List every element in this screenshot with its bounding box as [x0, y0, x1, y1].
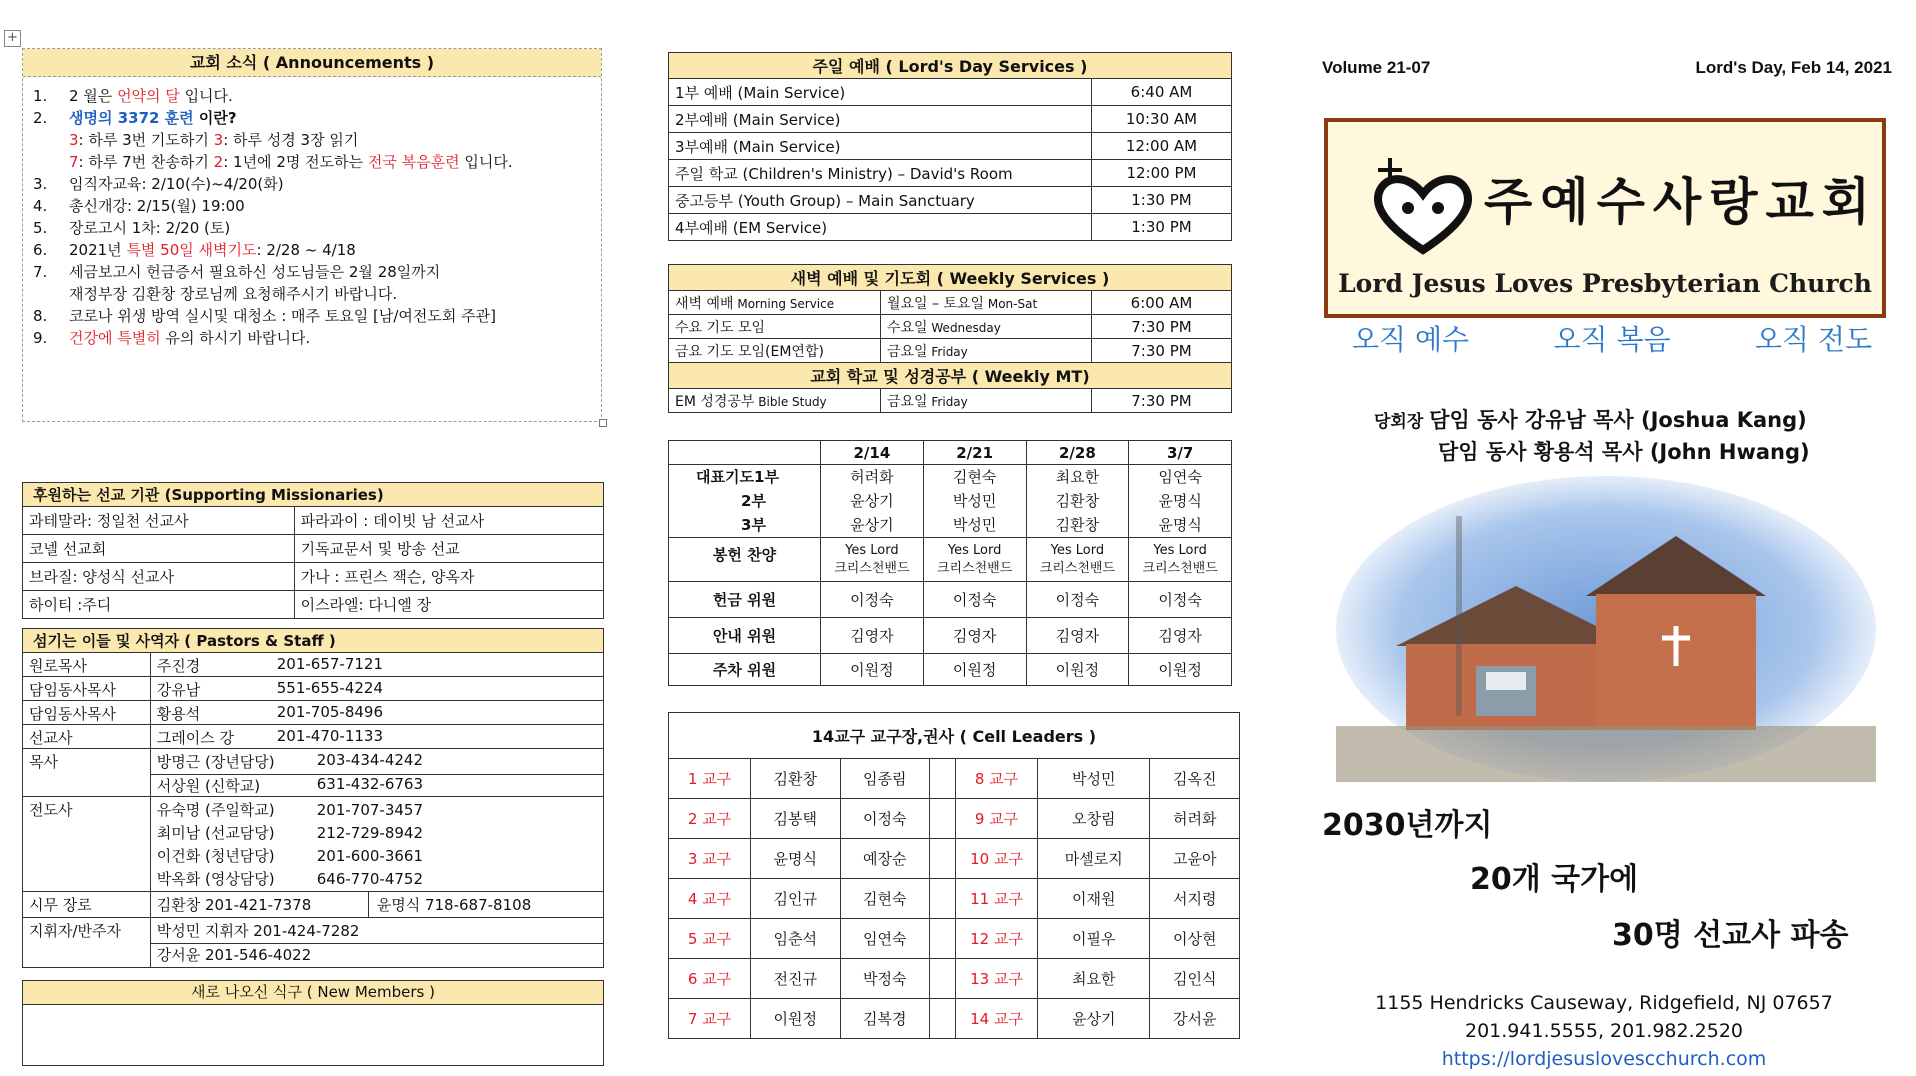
- senior-pastor-2: 담임 동사 황용석 목사 (John Hwang): [1438, 440, 1810, 464]
- table-row: 봉헌 찬양 Yes Lord 크리스천밴드 Yes Lord 크리스천밴드 Yes Lord 크리스천밴드 Yes Lord 크리스천밴드: [669, 538, 1232, 582]
- table-row: 대표기도1부 2부 3부 허려화 윤상기 윤상기 김현숙 박성민 박성민 최요한 김환창 김환창 임연숙 윤명식 윤명식: [669, 465, 1232, 538]
- church-address: 1155 Hendricks Causeway, Ridgefield, NJ 07657: [1375, 992, 1833, 1014]
- services-title: 주일 예배 ( Lord's Day Services ): [669, 53, 1232, 79]
- vision-line: 20개 국가에: [1470, 862, 1639, 897]
- table-row: 하이티 :주디 이스라엘: 다니엘 장: [23, 591, 604, 619]
- new-members-box: [22, 980, 604, 1066]
- missionaries-title: 후원하는 선교 기관 (Supporting Missionaries): [23, 483, 604, 507]
- table-row: 3부예배 (Main Service) 12:00 AM: [669, 133, 1232, 160]
- church-building-photo: [1336, 476, 1876, 782]
- staff-title: 섬기는 이들 및 사역자 ( Pastors & Staff ): [23, 629, 604, 653]
- table-move-handle-icon[interactable]: +: [4, 30, 21, 47]
- table-row: 헌금 위원 이정숙 이정숙 이정숙 이정숙: [669, 582, 1232, 618]
- table-row: 안내 위원 김영자 김영자 김영자 김영자: [669, 618, 1232, 654]
- senior-pastor-1: 당회장 담임 동사 강유남 목사 (Joshua Kang): [1374, 408, 1807, 432]
- duty-schedule-table: [668, 440, 1232, 686]
- heart-cross-logo-icon: [1368, 152, 1478, 262]
- table-row: 브라질: 양성식 선교사 가나 : 프린스 잭슨, 양옥자: [23, 563, 604, 591]
- table-row: 선교사 그레이스 강 201-470-1133: [23, 725, 604, 749]
- new-members-title: 새로 나오신 식구 ( New Members ): [23, 981, 603, 1005]
- list-item: 3: 하루 3번 기도하기 3: 하루 성경 3장 읽기: [69, 131, 359, 149]
- table-row: 목사 방명근 (장년담당) 203-434-4242 서상원 (신학교) 631-432-6763: [23, 749, 604, 797]
- table-row: 전도사 유숙명 (주일학교) 201-707-3457 최미남 (선교담당) 212-729-8942 이건화 (청년담당) 201-600-3661 박옥화 (영상담당) 646-770-4752: [23, 797, 604, 892]
- vision-line: 2030년까지: [1322, 808, 1493, 843]
- table-row: 2 교구 김봉택 이정숙 9 교구 오창림 허려화: [669, 799, 1240, 839]
- church-phones: 201.941.5555, 201.982.2520: [1464, 1020, 1743, 1042]
- table-row: 4부예배 (EM Service) 1:30 PM: [669, 214, 1232, 241]
- list-item: 7. 세금보고시 헌금증서 필요하신 성도님들은 2월 28일까지: [33, 263, 441, 281]
- list-item: 8. 코로나 위생 방역 실시및 대청소 : 매주 토요일 [남/여전도회 주관]: [33, 307, 496, 325]
- table-row: 중고등부 (Youth Group) – Main Sanctuary 1:30 PM: [669, 187, 1232, 214]
- vision-line: 30명 선교사 파송: [1612, 918, 1849, 953]
- motto-item: 오직 예수: [1352, 323, 1470, 356]
- motto: [1352, 318, 1872, 358]
- list-item: 4. 총신개강: 2/15(월) 19:00: [33, 197, 245, 215]
- list-item: 1. 2 월은 언약의 달 입니다.: [33, 87, 233, 105]
- list-item: 3. 임직자교육: 2/10(수)~4/20(화): [33, 175, 284, 193]
- list-item: 2. 생명의 3372 훈련 이란?: [33, 109, 237, 127]
- date-header: 2/14: [821, 441, 924, 465]
- missionaries-table: [22, 482, 604, 619]
- table-row: 코넬 선교회 기독교문서 및 방송 선교: [23, 535, 604, 563]
- cell-leaders-table: [668, 712, 1240, 1039]
- table-row: 금요 기도 모임(EM연합) 금요일 Friday 7:30 PM: [669, 339, 1232, 363]
- announcements-title: 교회 소식 ( Announcements ): [23, 49, 601, 77]
- staff-table: [22, 628, 604, 968]
- table-row: 지휘자/반주자 박성민 지휘자 201-424-7282 강서윤 201-546-4022: [23, 918, 604, 968]
- date-header: 2/28: [1026, 441, 1129, 465]
- volume-number: Volume 21-07: [1322, 58, 1431, 77]
- cell-leaders-title: 14교구 교구장,권사 ( Cell Leaders ): [669, 713, 1240, 759]
- table-row: 과테말라: 정일천 선교사 파라과이 : 데이빗 남 선교사: [23, 507, 604, 535]
- services-table: [668, 52, 1232, 241]
- table-row: EM 성경공부 Bible Study 금요일 Friday 7:30 PM: [669, 389, 1232, 413]
- table-row: 1 교구 김환창 임종림 8 교구 박성민 김옥진: [669, 759, 1240, 799]
- table-row: 담임동사목사 황용석 201-705-8496: [23, 701, 604, 725]
- table-row: 1부 예배 (Main Service) 6:40 AM: [669, 79, 1232, 106]
- motto-item: 오직 복음: [1553, 323, 1671, 356]
- table-row: 3 교구 윤명식 예장순 10 교구 마셀로지 고윤아: [669, 839, 1240, 879]
- table-row: 수요 기도 모임 수요일 Wednesday 7:30 PM: [669, 315, 1232, 339]
- table-row: 담임동사목사 강유남 551-655-4224: [23, 677, 604, 701]
- table-row: 4 교구 김인규 김현숙 11 교구 이재원 서지령: [669, 879, 1240, 919]
- bulletin-date: Lord's Day, Feb 14, 2021: [1695, 58, 1892, 77]
- announcements-list: [23, 77, 601, 349]
- announcements-box: [22, 48, 602, 422]
- church-name-korean: 주예수사랑교회: [1484, 173, 1879, 231]
- table-row: 5 교구 임춘석 임연숙 12 교구 이필우 이상현: [669, 919, 1240, 959]
- table-row: 시무 장로 김환창 201-421-7378 윤명식 718-687-8108: [23, 892, 604, 918]
- table-row: 원로목사 주진경 201-657-7121: [23, 653, 604, 677]
- bible-study-title: 교회 학교 및 성경공부 ( Weekly MT): [669, 363, 1232, 389]
- motto-item: 오직 전도: [1754, 323, 1872, 356]
- list-item: 7: 하루 7번 찬송하기 2: 1년에 2명 전도하는 전국 복음훈련 입니다.: [69, 153, 513, 171]
- table-row: 7 교구 이원정 김복경 14 교구 윤상기 강서윤: [669, 999, 1240, 1039]
- weekly-services-table: [668, 264, 1232, 413]
- list-item: 재정부장 김환창 장로님께 요청해주시기 바랍니다.: [69, 285, 398, 303]
- date-header: 2/21: [923, 441, 1026, 465]
- table-row: 주차 위원 이원정 이원정 이원정 이원정: [669, 654, 1232, 686]
- table-row: 새벽 예배 Morning Service 월요일 – 토요일 Mon-Sat 6:00 AM: [669, 291, 1232, 315]
- list-item: 9. 건강에 특별히 유의 하시기 바랍니다.: [33, 329, 311, 347]
- list-item: 5. 장로고시 1차: 2/20 (토): [33, 219, 231, 237]
- church-name-english: Lord Jesus Loves Presbyterian Church: [1338, 269, 1872, 298]
- table-row: 주일 학교 (Children's Ministry) – David's Room 12:00 PM: [669, 160, 1232, 187]
- church-logo: [1324, 118, 1886, 318]
- resize-handle[interactable]: [599, 419, 607, 427]
- table-row: 2부예배 (Main Service) 10:30 AM: [669, 106, 1232, 133]
- date-header: 3/7: [1129, 441, 1232, 465]
- church-website-link[interactable]: https://lordjesuslovescchurch.com: [1441, 1048, 1767, 1070]
- weekly-title: 새벽 예배 및 기도회 ( Weekly Services ): [669, 265, 1232, 291]
- list-item: 6. 2021년 특별 50일 새벽기도: 2/28 ~ 4/18: [33, 241, 356, 259]
- table-row: 6 교구 전진규 박정숙 13 교구 최요한 김인식: [669, 959, 1240, 999]
